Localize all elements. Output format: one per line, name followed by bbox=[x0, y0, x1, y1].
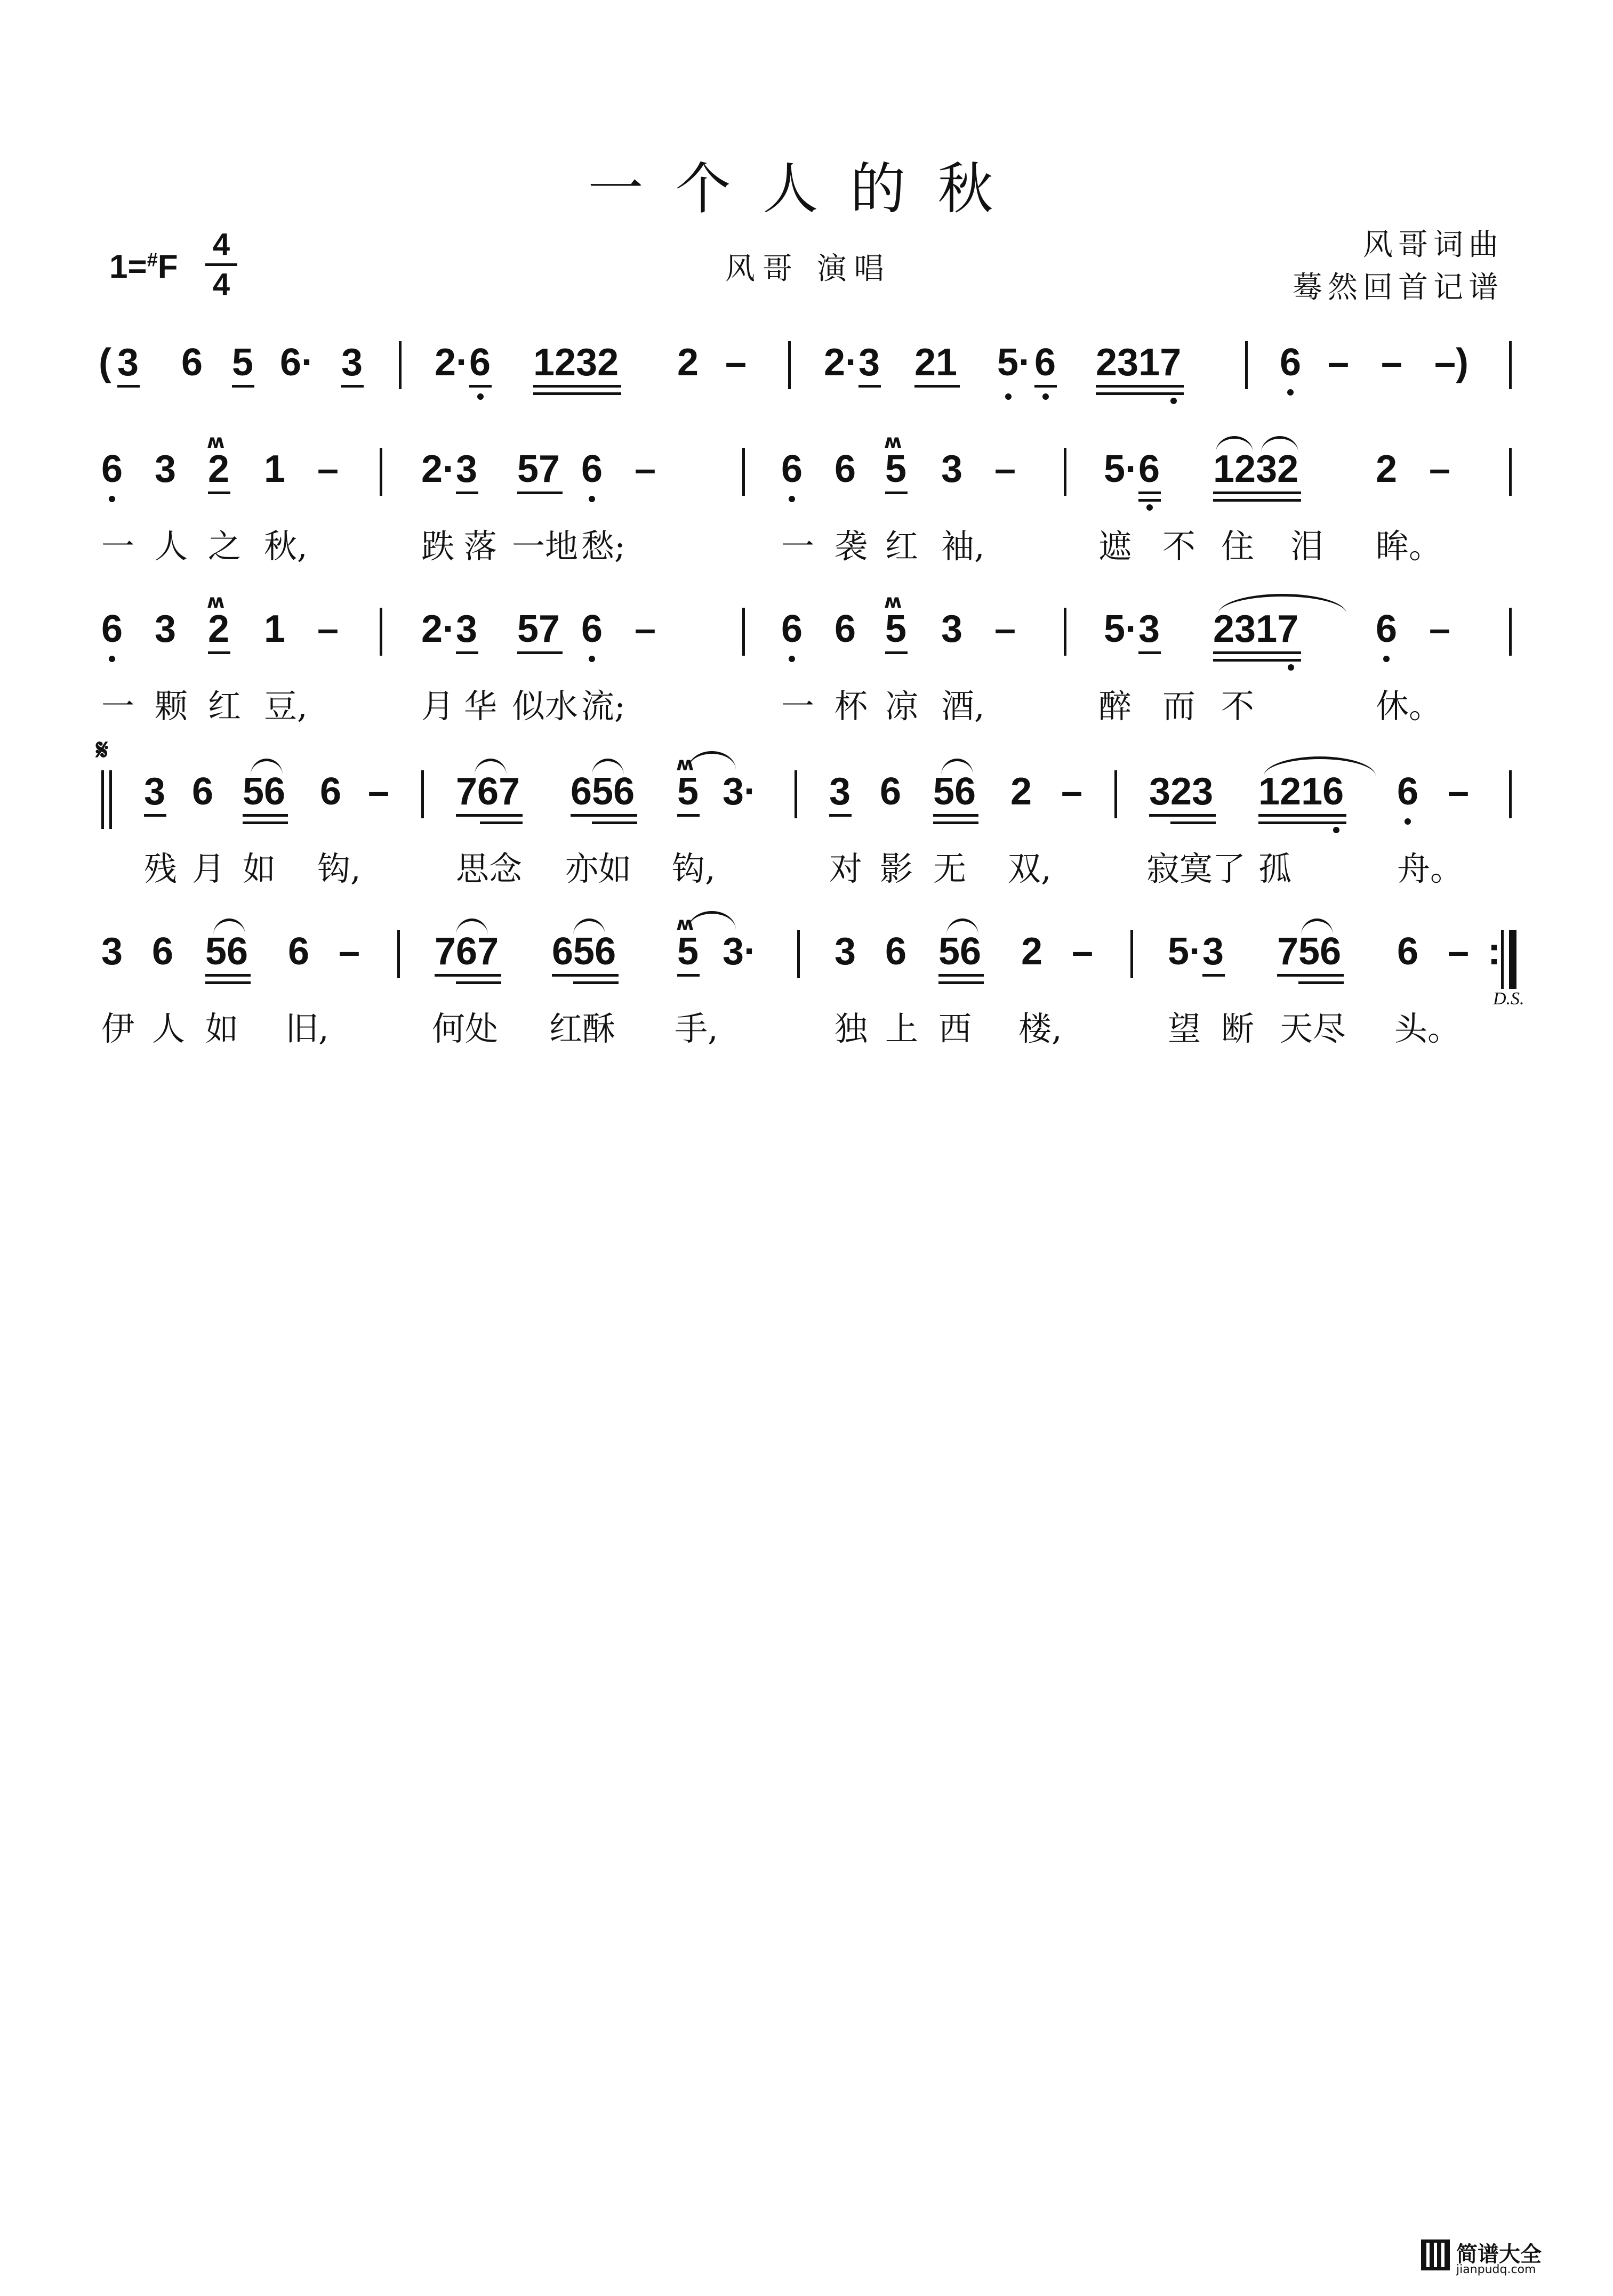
beam-line bbox=[533, 392, 621, 395]
beam-line bbox=[592, 821, 637, 824]
beam-line bbox=[933, 821, 978, 824]
lyric: 一地 bbox=[512, 527, 579, 566]
barline bbox=[1245, 341, 1248, 389]
note: 1 bbox=[264, 608, 286, 650]
beam-line bbox=[144, 814, 166, 817]
note: 56 bbox=[938, 930, 982, 973]
note: 3 bbox=[456, 448, 478, 490]
lyric: 独 bbox=[834, 1009, 868, 1048]
note: 2317 bbox=[1213, 608, 1299, 650]
lyric: 对 bbox=[829, 849, 863, 888]
lyric: 西 bbox=[938, 1009, 972, 1048]
dash: – bbox=[317, 448, 339, 490]
dash: – bbox=[994, 608, 1016, 650]
beam-line bbox=[573, 981, 619, 984]
barline bbox=[788, 341, 791, 389]
note: 57 bbox=[517, 608, 560, 650]
lyric: 住 bbox=[1221, 527, 1255, 566]
lyric: 天尽 bbox=[1280, 1009, 1346, 1048]
trill-ornament: ʍ bbox=[884, 591, 902, 613]
dash: – bbox=[635, 448, 656, 490]
note: 3 bbox=[341, 341, 363, 384]
beam-line bbox=[1277, 974, 1344, 977]
barline bbox=[795, 770, 797, 818]
barline bbox=[1114, 770, 1117, 818]
note: 3 bbox=[1138, 608, 1160, 650]
lyric: 何处 bbox=[432, 1009, 499, 1048]
beam-line bbox=[456, 492, 478, 494]
beam-line bbox=[829, 814, 852, 817]
beam-line bbox=[243, 814, 288, 817]
lyric: 流; bbox=[581, 687, 625, 726]
beam-line bbox=[552, 974, 619, 977]
note: 3 bbox=[117, 341, 139, 384]
lyric: 双, bbox=[1008, 849, 1052, 888]
lyric: 秋, bbox=[264, 527, 308, 566]
note: 6 bbox=[581, 448, 603, 490]
notes-row bbox=[0, 331, 1613, 416]
lyric: 一 bbox=[781, 527, 815, 566]
slur bbox=[1218, 594, 1346, 614]
note: 767 bbox=[456, 770, 520, 813]
beam-line bbox=[1213, 651, 1301, 654]
lyric: 人 bbox=[152, 1009, 186, 1048]
lyric: 手, bbox=[675, 1009, 718, 1048]
note: 2· bbox=[824, 341, 858, 384]
dash: – bbox=[1381, 341, 1403, 384]
lyric: 泪 bbox=[1290, 527, 1324, 566]
lyric: 红 bbox=[208, 687, 242, 726]
segno-sign: 𝄋 bbox=[96, 733, 109, 767]
low-octave-dot bbox=[477, 393, 484, 400]
note: 656 bbox=[571, 770, 635, 813]
low-octave-dot bbox=[1146, 504, 1153, 511]
beam-line bbox=[208, 492, 230, 494]
note: 6 bbox=[1397, 930, 1419, 973]
note: 5· bbox=[1168, 930, 1202, 973]
note: 2317 bbox=[1096, 341, 1182, 384]
lyric: 跌 bbox=[421, 527, 455, 566]
beam-line bbox=[1170, 821, 1216, 824]
lyric: 月 bbox=[192, 849, 226, 888]
barline bbox=[742, 608, 745, 656]
brand-watermark bbox=[1421, 2237, 1576, 2280]
beam-line bbox=[205, 981, 251, 984]
note: 6 bbox=[1138, 448, 1160, 490]
key-note: F bbox=[157, 248, 178, 285]
note: 3 bbox=[456, 608, 478, 650]
note: 2 bbox=[208, 608, 230, 650]
lyric: 影 bbox=[880, 849, 913, 888]
note: 2 bbox=[677, 341, 699, 384]
note: 6· bbox=[280, 341, 315, 384]
barline bbox=[1509, 608, 1512, 656]
credit-transcriber: 蓦然回首记谱 bbox=[1293, 270, 1504, 305]
note: 6 bbox=[320, 770, 342, 813]
note: 56 bbox=[243, 770, 286, 813]
song-title: 一个人的秋 bbox=[588, 156, 1025, 221]
brand-name: 简谱大全 bbox=[1456, 2242, 1542, 2267]
note: 656 bbox=[552, 930, 616, 973]
note: 57 bbox=[517, 448, 560, 490]
credit-lyrics: 风哥词曲 bbox=[1363, 228, 1504, 262]
lyric: 遮 bbox=[1098, 527, 1132, 566]
note: 6 bbox=[101, 448, 123, 490]
slur bbox=[946, 919, 978, 935]
barline bbox=[1509, 448, 1512, 496]
dash: – bbox=[1448, 930, 1470, 973]
note: 5 bbox=[232, 341, 254, 384]
note: 6 bbox=[834, 608, 856, 650]
notes-row bbox=[0, 591, 1613, 682]
lyric: 断 bbox=[1221, 1009, 1255, 1048]
trill-ornament: ʍ bbox=[207, 591, 225, 613]
lyric: 之 bbox=[208, 527, 242, 566]
lyric: 杯 bbox=[834, 687, 868, 726]
note: 2 bbox=[1376, 448, 1398, 490]
lyric: 如 bbox=[205, 1009, 239, 1048]
beam-line bbox=[243, 821, 288, 824]
lyric: 旧, bbox=[285, 1009, 329, 1048]
lyric: 一 bbox=[101, 687, 135, 726]
barline bbox=[1130, 930, 1133, 978]
lyric: 醉 bbox=[1098, 687, 1132, 726]
time-signature bbox=[205, 228, 237, 301]
dash: – bbox=[1448, 770, 1470, 813]
low-octave-dot bbox=[1287, 389, 1294, 396]
lyric: 如 bbox=[243, 849, 276, 888]
low-octave-dot bbox=[789, 496, 795, 502]
dash: – bbox=[317, 608, 339, 650]
time-sig-line bbox=[205, 263, 237, 266]
trill-ornament: ʍ bbox=[676, 753, 694, 775]
barline bbox=[1064, 608, 1066, 656]
beam-line bbox=[858, 385, 881, 388]
dash: – bbox=[1434, 341, 1456, 384]
barline bbox=[399, 341, 402, 389]
lyric: 红 bbox=[885, 527, 919, 566]
lyric: 愁; bbox=[581, 527, 625, 566]
beam-line bbox=[938, 974, 984, 977]
slur bbox=[475, 759, 507, 775]
dash: – bbox=[1429, 608, 1451, 650]
note: 6 bbox=[469, 341, 491, 384]
note: 56 bbox=[933, 770, 976, 813]
time-sig-bottom: 4 bbox=[212, 267, 230, 302]
note: 3 bbox=[155, 448, 176, 490]
beam-line bbox=[1213, 499, 1301, 502]
note: 6 bbox=[781, 608, 803, 650]
lyric: 华 bbox=[464, 687, 497, 726]
note: 3 bbox=[834, 930, 856, 973]
lyric: 钩, bbox=[672, 849, 716, 888]
slur bbox=[688, 751, 736, 770]
note: 2· bbox=[421, 608, 456, 650]
beam-line bbox=[435, 974, 501, 977]
lyric: 思念 bbox=[456, 849, 523, 888]
note: 6 bbox=[181, 341, 203, 384]
open-paren: ( bbox=[99, 341, 111, 384]
final-barline-thick bbox=[1509, 930, 1516, 989]
note: 56 bbox=[205, 930, 248, 973]
note: 2 bbox=[1010, 770, 1032, 813]
barline bbox=[421, 770, 424, 818]
lyric: 伊 bbox=[101, 1009, 135, 1048]
note: 5 bbox=[885, 448, 907, 490]
lyric: 残 bbox=[144, 849, 178, 888]
note: 3 bbox=[155, 608, 176, 650]
note: 6 bbox=[288, 930, 310, 973]
slur bbox=[1216, 436, 1253, 453]
key-label: 1= bbox=[109, 248, 147, 285]
beam-line bbox=[232, 385, 254, 388]
note: 6 bbox=[834, 448, 856, 490]
note: 2 bbox=[208, 448, 230, 490]
low-octave-dot bbox=[1170, 398, 1177, 404]
beam-line bbox=[456, 981, 501, 984]
slur bbox=[456, 919, 488, 935]
note: 3 bbox=[941, 448, 963, 490]
lyric: 楼, bbox=[1018, 1009, 1062, 1048]
lyric: 一 bbox=[101, 527, 135, 566]
barline bbox=[1509, 341, 1512, 389]
note: 1232 bbox=[1213, 448, 1299, 490]
low-octave-dot bbox=[1005, 393, 1012, 400]
note: 3· bbox=[723, 770, 757, 813]
barline bbox=[380, 608, 382, 656]
note: 1216 bbox=[1258, 770, 1344, 813]
note: 6 bbox=[1397, 770, 1419, 813]
lyric: 似水 bbox=[512, 687, 579, 726]
low-octave-dot bbox=[1333, 827, 1339, 833]
low-octave-dot bbox=[589, 656, 595, 662]
beam-line bbox=[1258, 821, 1346, 824]
notes-row bbox=[0, 431, 1613, 522]
final-barline-thin bbox=[1501, 930, 1504, 989]
note: 3 bbox=[829, 770, 851, 813]
beam-line bbox=[469, 385, 492, 388]
dash: – bbox=[1429, 448, 1451, 490]
barline bbox=[797, 930, 800, 978]
beam-line bbox=[341, 385, 364, 388]
low-octave-dot bbox=[109, 656, 115, 662]
note: 756 bbox=[1277, 930, 1342, 973]
note: 5 bbox=[885, 608, 907, 650]
lyric: 上 bbox=[885, 1009, 919, 1048]
lyric: 一 bbox=[781, 687, 815, 726]
lyric: 眸。 bbox=[1376, 527, 1442, 566]
note: 2· bbox=[435, 341, 469, 384]
lyric: 不 bbox=[1221, 687, 1255, 726]
lyric: 袖, bbox=[941, 527, 985, 566]
lyric: 不 bbox=[1162, 527, 1196, 566]
note: 5· bbox=[1104, 448, 1138, 490]
note: 1 bbox=[264, 448, 286, 490]
low-octave-dot bbox=[789, 656, 795, 662]
low-octave-dot bbox=[589, 496, 595, 502]
lyric: 红酥 bbox=[549, 1009, 616, 1048]
repeat-dots: : bbox=[1488, 930, 1500, 973]
beam-line bbox=[480, 821, 523, 824]
beam-line bbox=[1138, 651, 1161, 654]
beam-line bbox=[1298, 981, 1344, 984]
slur bbox=[251, 759, 283, 775]
beam-line bbox=[1138, 499, 1161, 502]
singer: 风哥 演唱 bbox=[725, 252, 892, 286]
beam-line bbox=[1096, 392, 1184, 395]
note: 1232 bbox=[533, 341, 619, 384]
key-signature bbox=[109, 248, 178, 286]
beam-line bbox=[517, 651, 563, 654]
dash: – bbox=[1328, 341, 1350, 384]
beam-line bbox=[1034, 385, 1057, 388]
low-octave-dot bbox=[1383, 656, 1390, 662]
dash: – bbox=[368, 770, 390, 813]
lyric: 落 bbox=[464, 527, 497, 566]
beam-line bbox=[117, 385, 140, 388]
note: 3 bbox=[1202, 930, 1224, 973]
beam-line bbox=[456, 814, 523, 817]
beam-line bbox=[1096, 385, 1184, 388]
dash: – bbox=[994, 448, 1016, 490]
slur bbox=[592, 759, 624, 775]
note: 6 bbox=[1376, 608, 1398, 650]
trill-ornament: ʍ bbox=[676, 913, 694, 935]
note: 5· bbox=[997, 341, 1032, 384]
lyric: 舟。 bbox=[1397, 849, 1464, 888]
beam-line bbox=[533, 385, 621, 388]
lyric: 头。 bbox=[1394, 1009, 1461, 1048]
lyric: 钩, bbox=[317, 849, 361, 888]
beam-line bbox=[885, 492, 908, 494]
beam-line bbox=[677, 974, 700, 977]
brand-url: jianpudq.com bbox=[1456, 2263, 1536, 2276]
note: 6 bbox=[880, 770, 902, 813]
lyric: 袭 bbox=[834, 527, 868, 566]
barline bbox=[1509, 770, 1512, 818]
beam-line bbox=[1138, 492, 1161, 494]
note: 323 bbox=[1149, 770, 1214, 813]
notes-row bbox=[0, 753, 1613, 845]
note: 3 bbox=[144, 770, 166, 813]
slur bbox=[941, 759, 973, 775]
beam-line bbox=[1213, 659, 1301, 662]
beam-line bbox=[571, 814, 637, 817]
beam-line bbox=[933, 814, 978, 817]
note: 6 bbox=[581, 608, 603, 650]
note: 6 bbox=[1280, 341, 1302, 384]
low-octave-dot bbox=[1042, 393, 1049, 400]
lyric: 无 bbox=[933, 849, 967, 888]
notes-row bbox=[0, 913, 1613, 1009]
dash: – bbox=[635, 608, 656, 650]
note: 5 bbox=[677, 930, 699, 973]
note: 3· bbox=[723, 930, 757, 973]
lyric: 豆, bbox=[264, 687, 308, 726]
beam-line bbox=[205, 974, 251, 977]
lyric: 人 bbox=[155, 527, 188, 566]
note: 3 bbox=[858, 341, 880, 384]
note: 5· bbox=[1104, 608, 1138, 650]
note: 6 bbox=[885, 930, 907, 973]
barline bbox=[380, 448, 382, 496]
barline bbox=[397, 930, 400, 978]
lyric: 望 bbox=[1168, 1009, 1201, 1048]
lyric: 酒, bbox=[941, 687, 985, 726]
double-barline bbox=[101, 770, 104, 829]
slur bbox=[213, 919, 245, 935]
slur bbox=[688, 911, 736, 930]
lyric: 而 bbox=[1162, 687, 1196, 726]
beam-line bbox=[517, 492, 563, 494]
note: 6 bbox=[192, 770, 214, 813]
beam-line bbox=[1202, 974, 1225, 977]
low-octave-dot bbox=[1288, 664, 1294, 671]
beam-line bbox=[938, 981, 984, 984]
slur bbox=[1264, 756, 1376, 776]
note: 3 bbox=[941, 608, 963, 650]
time-sig-top: 4 bbox=[212, 227, 230, 262]
beam-line bbox=[1213, 492, 1301, 494]
beam-line bbox=[914, 385, 960, 388]
beam-line bbox=[208, 651, 230, 654]
dash: – bbox=[339, 930, 360, 973]
lyric: 孤 bbox=[1258, 849, 1292, 888]
trill-ornament: ʍ bbox=[207, 431, 225, 453]
note: 767 bbox=[435, 930, 499, 973]
beam-line bbox=[1258, 814, 1346, 817]
note: 2· bbox=[421, 448, 456, 490]
lyric: 月 bbox=[421, 687, 455, 726]
key-sharp: # bbox=[147, 248, 158, 271]
note: 2 bbox=[1021, 930, 1043, 973]
slur bbox=[573, 919, 605, 935]
note: 5 bbox=[677, 770, 699, 813]
trill-ornament: ʍ bbox=[884, 431, 902, 453]
dash: – bbox=[1072, 930, 1094, 973]
piano-keys-icon bbox=[1421, 2239, 1450, 2270]
note: 6 bbox=[1034, 341, 1056, 384]
beam-line bbox=[1149, 814, 1216, 817]
lyric: 亦如 bbox=[565, 849, 632, 888]
note: 6 bbox=[781, 448, 803, 490]
beam-line bbox=[677, 814, 700, 817]
lyric: 寂寞了 bbox=[1146, 849, 1246, 888]
close-paren: ) bbox=[1456, 341, 1468, 384]
low-octave-dot bbox=[109, 496, 115, 502]
slur bbox=[1301, 919, 1333, 935]
lyric: 颗 bbox=[155, 687, 188, 726]
double-barline bbox=[109, 770, 112, 829]
note: 21 bbox=[914, 341, 958, 384]
beam-line bbox=[456, 651, 478, 654]
ds-marking: D.S. bbox=[1493, 989, 1524, 1009]
barline bbox=[1064, 448, 1066, 496]
lyric: 休。 bbox=[1376, 687, 1442, 726]
barline bbox=[742, 448, 745, 496]
note: 6 bbox=[152, 930, 174, 973]
low-octave-dot bbox=[1405, 818, 1411, 825]
beam-line bbox=[885, 651, 908, 654]
slur bbox=[1261, 436, 1298, 453]
dash: – bbox=[1061, 770, 1083, 813]
note: 6 bbox=[101, 608, 123, 650]
dash: – bbox=[725, 341, 747, 384]
lyric: 凉 bbox=[885, 687, 919, 726]
note: 3 bbox=[101, 930, 123, 973]
